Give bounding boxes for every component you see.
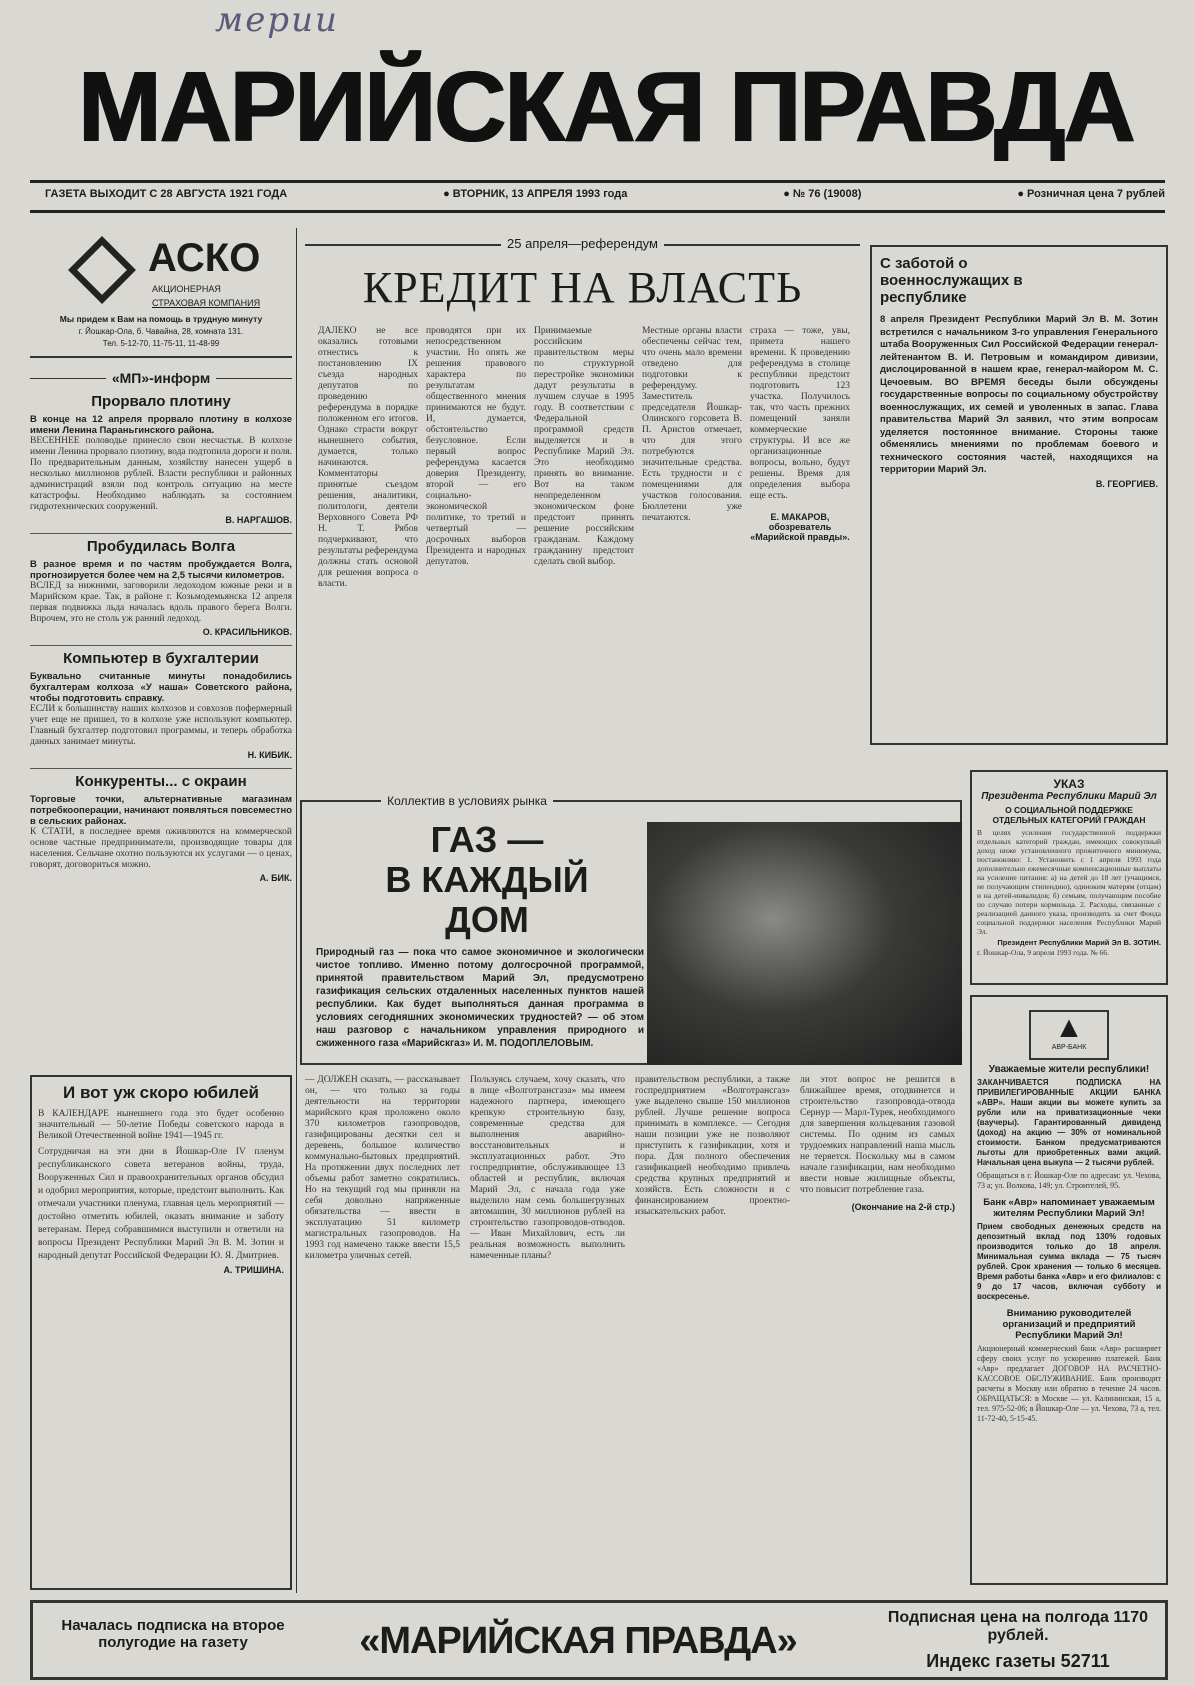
feature-headline: ГАЗ — В КАЖДЫЙ ДОМ xyxy=(385,819,589,940)
referendum-article xyxy=(318,326,858,590)
decree-heading: О СОЦИАЛЬНОЙ ПОДДЕРЖКЕ ОТДЕЛЬНЫХ КАТЕГОРИЙ ГРАЖДАН xyxy=(992,805,1146,825)
ad-text: ЗАКАНЧИВАЕТСЯ ПОДПИСКА НА ПРИВИЛЕГИРОВАННЫЕ АКЦИИ БАНКА «АВР». Наши акции вы можете купить за рубли или на приватизационные чеки (ваучеры). Гарантированный дивиденд (доход) на акцию — 30% от номинальной стоимости. Банком предусматриваются льготы для приобретенных вами акций. Начальная цена выкупа — 2 тысячи рублей. xyxy=(977,1078,1161,1167)
article-text: — ДОЛЖЕН сказать, — рассказывает он, — что только за годы деятельности на территории марийского края проложено около 370 километров газопроводов, газифицированы десятки сел и деревень, большое количество коммунально-бытовых предприятий. На протяжении двух последних лет объемы работ заметно сократились. Но на текущий год мы приняли на себя довольно напряженные обязательства — ввести в эксплуатацию 51 километр магистральных газопроводов. На 1993 год намечено также ввести 15,5 километра уличных сетей. xyxy=(305,1075,460,1261)
banner-left-text: Началась подписка на второе полугодие на газету xyxy=(61,1617,285,1651)
issue-number: ● № 76 (19008) xyxy=(783,188,861,200)
continuation-note: (Окончание на 2-й стр.) xyxy=(851,1202,955,1212)
asko-subtitle: АКЦИОНЕРНАЯ xyxy=(152,284,221,294)
bank-logo: ▲ АВР-БАНК xyxy=(1029,1010,1109,1060)
author: В. НАРГАШОВ. xyxy=(225,515,292,525)
issue-date: ● ВТОРНИК, 13 АПРЕЛЯ 1993 года xyxy=(443,188,627,200)
author: Е. МАКАРОВ, обозреватель «Марийской правды». xyxy=(750,512,850,542)
decree xyxy=(970,770,1168,985)
divider xyxy=(30,210,1165,213)
article-title: Прорвало плотину xyxy=(91,393,231,410)
article-text: ВЕСЕННЕЕ половодье принесло свои несчастья. В колхозе имени Ленина прорвало плотину, вода подтопила дороги и поля. По предварительным данным, хозяйству нанесен ущерб в несколько миллионов рублей. Власти республики и районных администраций взяли под контроль ситуацию на месте катастрофы. Необходимо наблюдать за состоянием гидротехнических сооружений. xyxy=(30,436,292,512)
decree-subtitle: Президента Республики Марий Эл xyxy=(981,791,1157,802)
article-lead: В конце на 12 апреля прорвало плотину в колхозе имени Ленина Параньгинского района. xyxy=(30,414,292,436)
banner-title: «МАРИЙСКАЯ ПРАВДА» xyxy=(359,1620,797,1662)
article-text: ЕСЛИ к большинству наших колхозов и совхозов пофермерный учет еще не пришел, то в колхозе уже используют компьютер. Главный бухгалтер подготовил программы, и теперь обработка данных занимает минуты. xyxy=(30,704,292,747)
founded-date: ГАЗЕТА ВЫХОДИТ С 28 АВГУСТА 1921 ГОДА xyxy=(45,188,288,200)
mp-inform-column xyxy=(30,372,292,891)
asko-address: г. Йошкар-Ола, б. Чавайна, 28, комната 131. xyxy=(78,327,244,336)
article-text: Местные органы власти обеспечены сейчас тем, что очень мало времени отведено для подготовки к референдуму. Заместитель председателя Йошкар-Олинского горсовета В. П. Аристов отмечает, что для этого потребуются значительные средства. Есть трудности и с помещениями для участков голосования. Бюллетени уже печатаются. xyxy=(642,326,742,523)
article-text: Пользуясь случаем, хочу сказать, что в лице «Волготрансгаза» мы имеем надежного партнера, имеющего крепкую строительную базу, современные средства для выполнения аварийно-восстановительных и эксплуатационных работ. Это госпредприятие, обслуживающее 13 областей и республик, включая Марий Эл, с начала года уже выделило нам семь большегрузных автомашин, 30 миллионов рублей на строительство газопроводов-отводов. — Иван Михайлович, есть ли реальная возможность выполнить намеченные планы? xyxy=(470,1075,625,1261)
kicker: 25 апреля—референдум xyxy=(305,236,860,251)
ad-text: Прием свободных денежных средств на депозитный вклад под 130% годовых производится только до 18 апреля. Минимальная сумма вклада — 75 тысяч рублей. Срок хранения — только 6 месяцев. Время работы банка «Авр» и его филиалов: с 9 до 17 часов, включая субботу и воскресенье. xyxy=(977,1222,1161,1301)
decree-place: г. Йошкар-Ола, 9 апреля 1993 года. № 66. xyxy=(977,948,1109,957)
banner-index: Индекс газеты 52711 xyxy=(926,1651,1110,1671)
asko-ad xyxy=(30,228,292,358)
asko-logo-icon xyxy=(68,236,136,304)
gas-feature xyxy=(300,794,962,1065)
issue-info-bar xyxy=(45,188,1165,200)
article-text: К СТАТИ, в последнее время оживляются на коммерческой основе частные предприниматели, производящие товары для населения. Сельчане охотно пользуются их услугами — о ценах, говорят, договориться можно. xyxy=(30,827,292,870)
subscription-banner xyxy=(30,1600,1168,1680)
article-text: Принимаемые российским правительством меры по структурной перестройке экономики дадут результаты в лучшем случае в 1995 году. В соответствии с Федеральной программой средств выделяется и в Республике Марий Эл. Это необходимо принять во внимание. Вот на таком неопределенном экономическом фоне предстоит принять решение российским гражданам. Каждому гражданину предстоит сделать свой выбор. xyxy=(534,326,634,567)
article-title: И вот уж скоро юбилей xyxy=(63,1083,259,1102)
military-article xyxy=(870,245,1168,745)
asko-phones: Тел. 5-12-70, 11-75-11, 11-48-99 xyxy=(102,339,220,348)
article xyxy=(30,645,292,760)
column-divider xyxy=(296,228,297,1593)
asko-slogan: Мы придем к Вам на помощь в трудную минуту xyxy=(59,314,263,324)
article xyxy=(30,768,292,883)
article-title: Конкуренты... с окраин xyxy=(75,773,247,790)
article-lead: Буквально считанные минуты понадобились бухгалтерам колхоза «У наша» Советского района, чтобы подготовить справку. xyxy=(30,671,292,704)
banner-price: Подписная цена на полгода 1170 рублей. xyxy=(887,1609,1149,1644)
article-text: проводятся при их непосредственном участии. Но опять же решения правового характера по результатам общественного мнения принимаются не будут. И, думается, обстоятельство безусловное. Если первый вопрос референдума касается доверия Президенту, второй — его социально-экономической политике, то третий и четвертый — досрочных выборов Президента и народных депутатов. xyxy=(426,326,526,567)
feature-lead: Природный газ — пока что самое экономичное и экологически чистое топливо. Именно потому долгосрочной программой, принятой правительством Марий Эл, предусмотрено газификация сельских отдаленных населенных пунктов нашей республики. Как будет выполняться данная программа в условиях сегодняшних экономических трудностей? — об этом наш разговор с начальником управления природного и сжиженного газа «Марийскгаз» И. М. ПОДОПЛЕЛОВЫМ. xyxy=(316,947,644,1049)
masthead: МАРИЙСКАЯ ПРАВДА xyxy=(77,51,1133,163)
bank-logo-icon: ▲ xyxy=(1054,1011,1084,1044)
rubric: «МП»-информ xyxy=(30,378,292,395)
article-text: ВСЛЕД за нижними, заговорили ледоходом южные реки и в Марийском крае. Так, в районе г. Козьмодемьянска 12 апреля первая подвижка льда началась вдоль правого берега Волги. Впрочем, это не столь уж ранний ледоход. xyxy=(30,581,292,624)
article xyxy=(30,533,292,637)
article-text: ДАЛЕКО не все оказались готовыми отнестись к постановлению IX съезда народных депутатов по проведению референдума в порядке положенном его итогов. Однако страсти вокруг нынешнего события, думается, только начинаются. Комментаторы принятые съездом решения, аналитики, политологи, деятели Верховного Совета РФ Н. Т. Рябов подчеркивают, что результаты референдума должны стать основой для решения вопроса о власти. xyxy=(318,326,418,589)
decree-text: В целях усиления государственной поддержки отдельных категорий граждан, имеющих совокупный доход ниже установленного прожиточного минимума, постановляю: 1. Установить с 1 апреля 1993 года дополнительно ежемесячные компенсационные выплаты на усиление питания: а) на детей до 18 лет (учащимся, не получающим стипендию), одиноким матерям (отцам) и на детей-инвалидов; б) семьям, получающим пособие по случаю потери кормильца. 2. Расходы, связанные с реализацией данного указа, производить за счет Фонда социальной поддержки населения Республики Марий Эл. xyxy=(977,828,1161,936)
article-text: ли этот вопрос не решится в ближайшее время, отодвинется и строительство газопровода-отвода Сернур — Марл-Турек, необходимого для завершения кольцевания газовой системы. По одним из самых трудоемких направлений наша мысль не теряется. Поскольку мы в самом начале газификации, нам необходимо ввести новые жилищные объекты, что повысит потребление газа. xyxy=(800,1075,955,1195)
ad-heading: Вниманию руководителей организаций и предприятий Республики Марий Эл! xyxy=(1002,1308,1136,1341)
article-text: правительством республики, а также госпредприятием «Волготрансгаз» уже выделено свыше 150 миллионов рублей. Лучше решение вопроса принимать в комплексе. — Сегодня наши позиции уже не позволяют приступить к газификации, хотя и пора. Для полного обеспечения газификацией необходимо привлечь средства крупных предприятий и хозяйств. Есть сложности и с финансированием проектно-изыскательских работ. xyxy=(635,1075,790,1217)
asko-logo: АСКО xyxy=(148,236,261,280)
decree-signature: Президент Республики Марий Эл В. ЗОТИН. xyxy=(997,938,1161,947)
asko-subtitle: СТРАХОВАЯ КОМПАНИЯ xyxy=(152,298,261,308)
ad-text: Акционерный коммерческий банк «Авр» расширяет сферу своих услуг по ускорению платежей. Банк «Авр» предлагает ДОГОВОР НА РАСЧЕТНО-КАССОВОЕ ОБСЛУЖИВАНИЕ. Банк производит расчеты в Москву или обратно в течение 24 часов. ОБРАЩАТЬСЯ: в Москве — ул. Калининская, 15 а, тел. 975-52-06; в Йошкар-Оле — ул. Чехова, 73 а, тел. 11-72-40, 5-15-45. xyxy=(977,1344,1161,1423)
author: В. ГЕОРГИЕВ. xyxy=(1095,478,1158,489)
price: ● Розничная цена 7 рублей xyxy=(1017,188,1165,200)
ad-heading: Уважаемые жители республики! xyxy=(988,1064,1150,1075)
bank-ad xyxy=(970,995,1168,1585)
handwritten-note: мерии xyxy=(215,0,339,40)
article xyxy=(30,393,292,525)
decree-title: УКАЗ xyxy=(1053,777,1085,791)
article-lead: Торговые точки, альтернативные магазинам потребкооперации, начинают появляться повсеместно в сельских районах. xyxy=(30,794,292,827)
headline: КРЕДИТ НА ВЛАСТЬ xyxy=(362,263,803,312)
author: О. КРАСИЛЬНИКОВ. xyxy=(202,627,292,637)
author: А. БИК. xyxy=(259,873,292,883)
feature-kicker: Коллектив в условиях рынка xyxy=(302,794,632,808)
gas-article-body xyxy=(305,1075,960,1262)
ad-text: Обращаться в г. Йошкар-Оле по адресам: ул. Чехова, 73 а; ул. Волкова, 149; ул. Строителей, 95. xyxy=(977,1171,1161,1190)
author: Н. КИБИК. xyxy=(247,750,292,760)
article-jubilee xyxy=(30,1075,292,1590)
article-lead: В разное время и по частям пробуждается Волга, прогнозируется более чем на 2,5 тысячи километров. xyxy=(30,559,292,581)
article-text: 8 апреля Президент Республики Марий Эл В. М. Зотин встретился с начальником 3-го управления Генерального штаба Вооруженных Сил Российской Федерации генерал-лейтенантом В. И. Петровым и командиром дивизии, дислоцированной в нашем крае, генерал-майором М. С. Цечоевым. ВО ВРЕМЯ беседы были обсуждены государственные вопросы по социальному обустройству военнослужащих, их семей и уволенных в запас. Глава правительства Марий Эл заявил, что этим вопросам уделяется постоянное внимание. Стороны также обменялись мнениями по проблемам боевого и технического состояния частей, находящихся на территории Марий Эл. xyxy=(880,314,1158,475)
article-text: Сотрудничая на эти дни в Йошкар-Оле IV пленум республиканского совета ветеранов войны, труда, Вооруженных Сил и правоохранительных органов обсудил и одобрил мероприятия, которые, предстоит выполнить. Как отмечали участники пленума, главная цель мероприятий — достойно отметить юбилей, оказать внимание и заботу ветеранам. Перед собравшимися выступили и ответили на вопросы Президент Республики Марий Эл В. М. Зотин и народный депутат Российской Федерации Ю. Я. Дмитриев. xyxy=(38,1147,284,1261)
article-title: Пробудилась Волга xyxy=(86,538,236,555)
portrait-photo xyxy=(647,822,962,1065)
article-text: страха — тоже, увы, примета нашего времени. К проведению референдума в столице республики предстоит подготовить 123 участка. Получилось так, что часть прежних помещений заняли коммерческие структуры. И все же организационные вопросы, вольно, будут решены. Время для определения выбора еще есть. xyxy=(750,326,850,501)
article-title: С заботой о военнослужащих в республике xyxy=(880,255,1023,306)
article-lead: В КАЛЕНДАРЕ нынешнего года это будет особенно значительный — 50-летие Победы советского народа в Великой Отечественной войне 1941—1945 гг. xyxy=(38,1109,284,1141)
article-title: Компьютер в бухгалтерии xyxy=(63,650,259,667)
divider xyxy=(30,180,1165,183)
ad-heading: Банк «Авр» напоминает уважаемым жителям Республики Марий Эл! xyxy=(983,1197,1155,1219)
author: А. ТРИШИНА. xyxy=(223,1265,284,1275)
